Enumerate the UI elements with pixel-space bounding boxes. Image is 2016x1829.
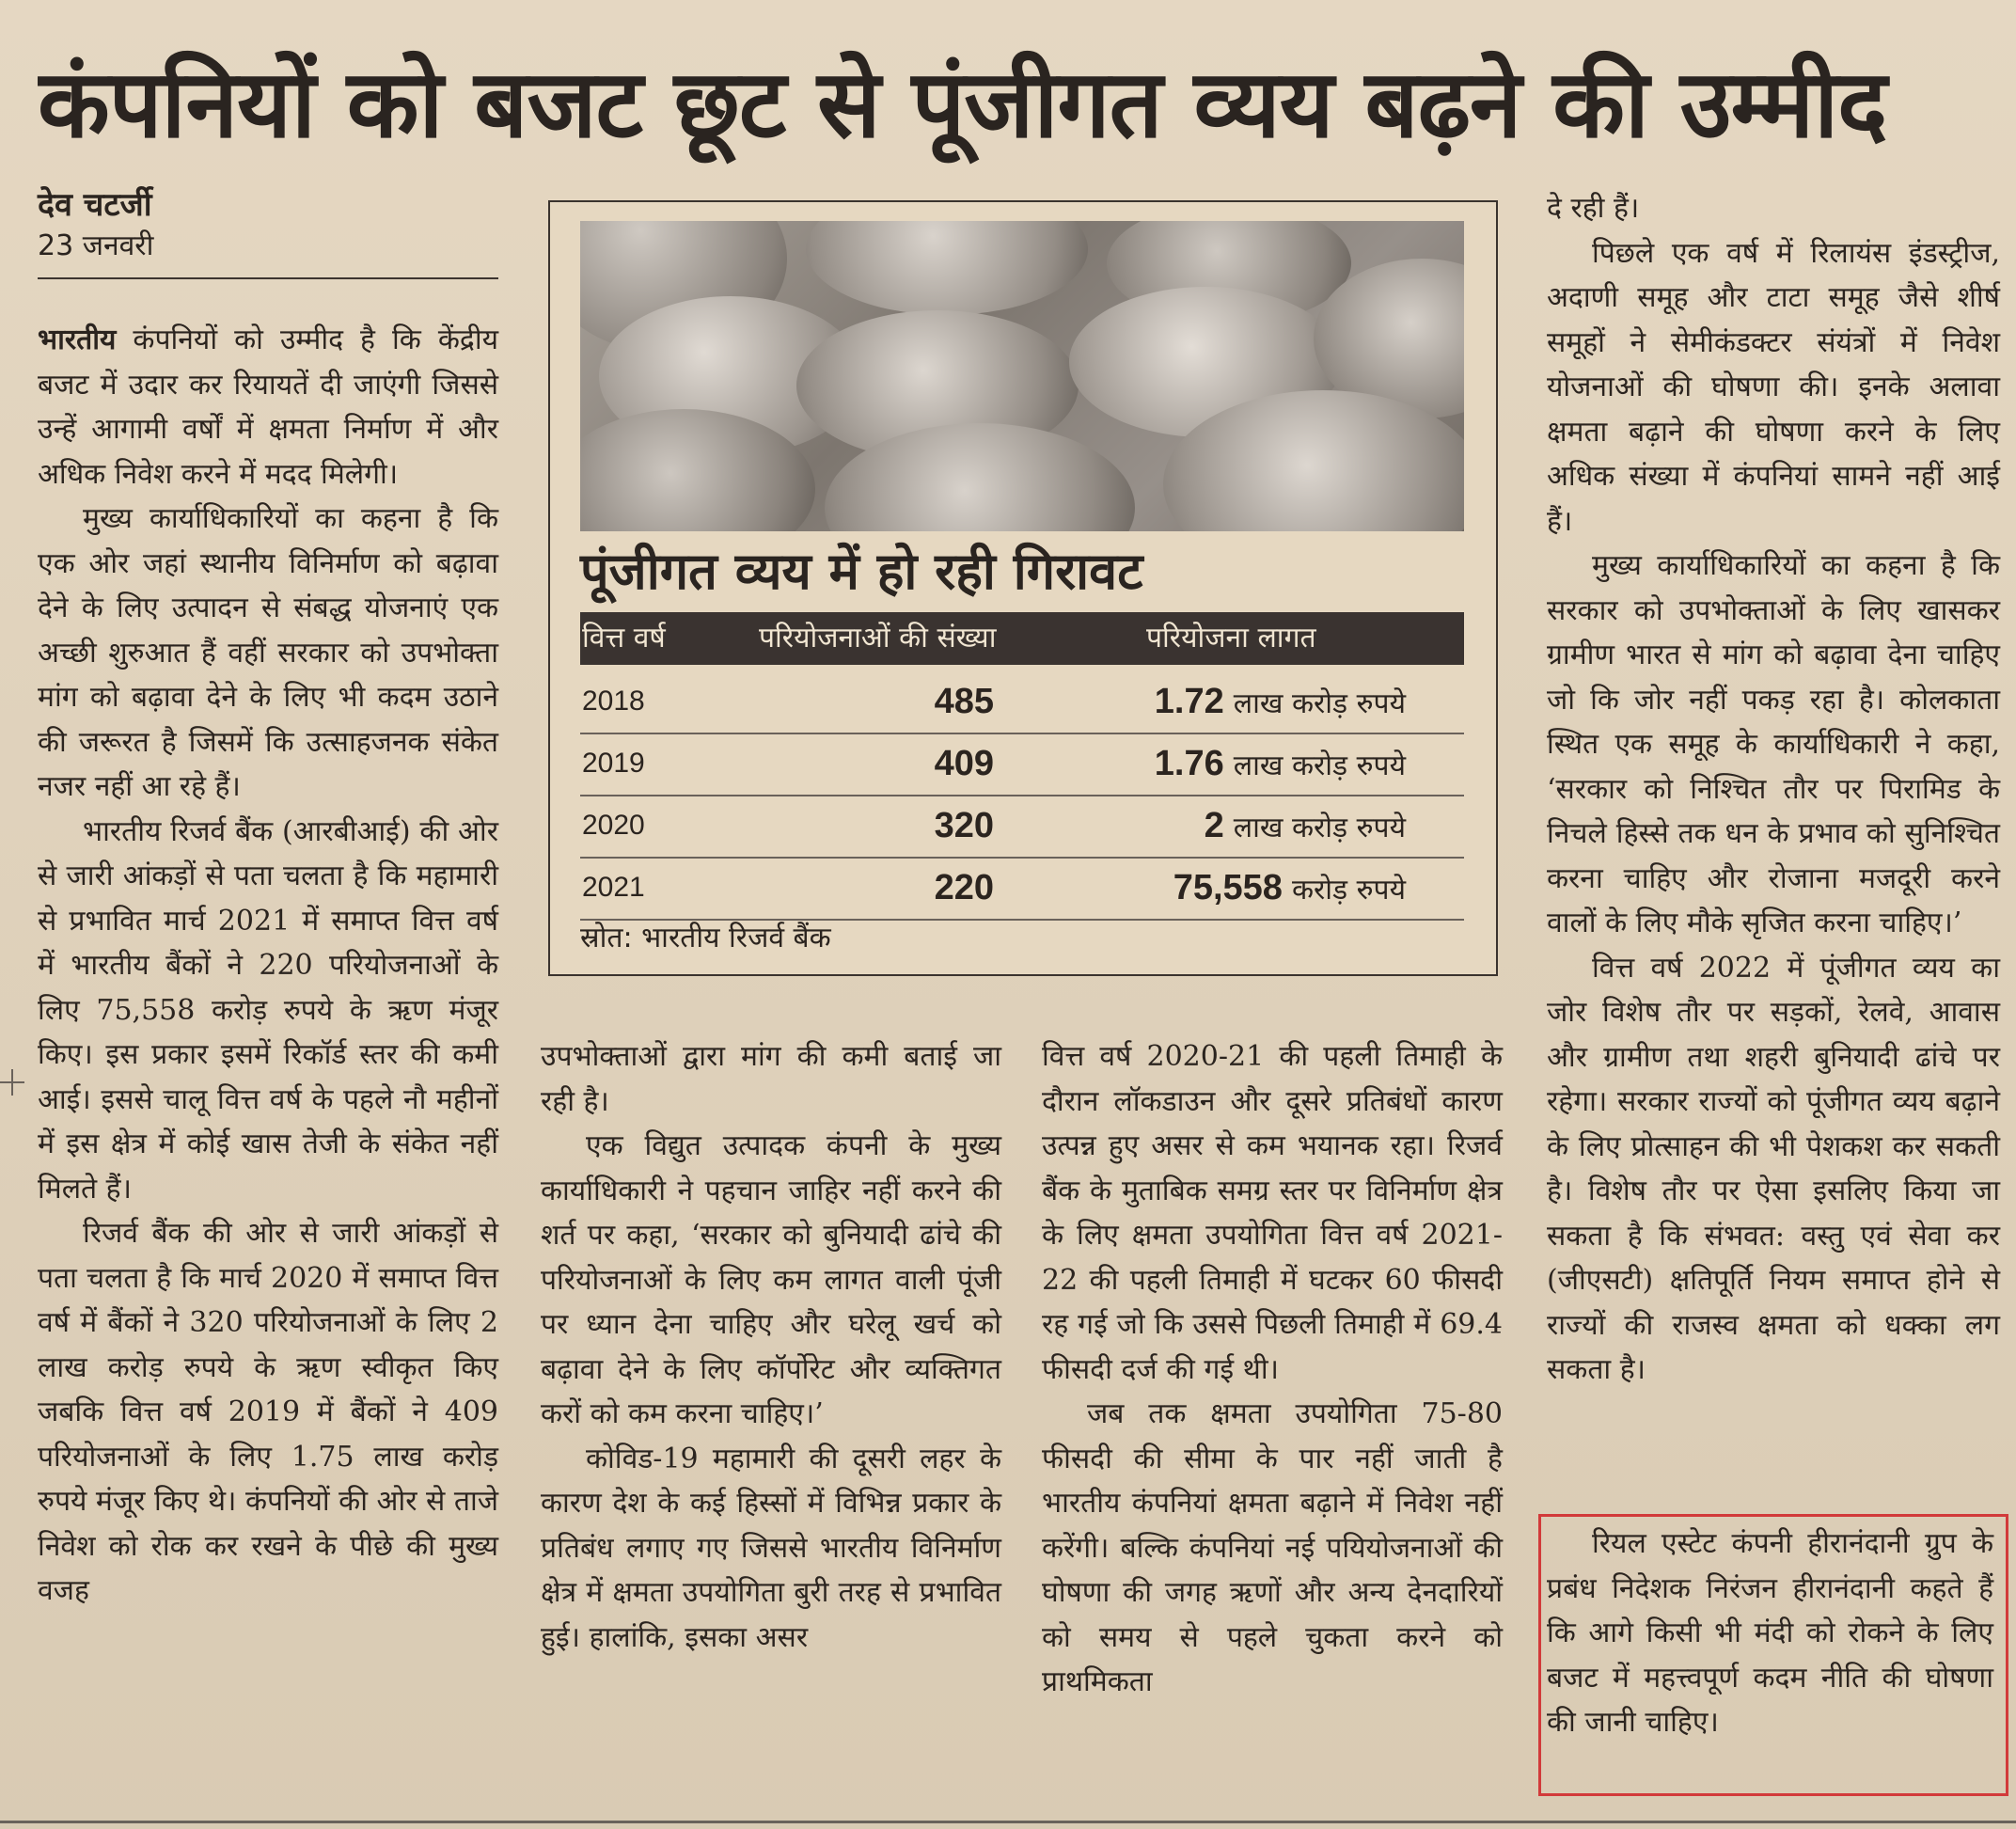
paragraph: रियल एस्टेट कंपनी हीरानंदानी ग्रुप के प्रबंध निदेशक निरंजन हीरानंदानी कहते हैं कि आगे किसी भी मंदी को रोकने के लिए बजट में महत्त्वपूर्ण कदम नीति की घोषणा की जानी चाहिए।: [1547, 1527, 1993, 1739]
byline-divider: [38, 277, 498, 279]
paragraph: रिजर्व बैंक की ओर से जारी आंकड़ों से पता चलता है कि मार्च 2020 में समाप्त वित्त वर्ष में बैंकों ने 320 परियोजनाओं के लिए 2 लाख करोड़ रुपये के ऋण स्वीकृत किए जबकि वित्त वर्ष 2019 में बैंकों ने 409 परियोजनाओं के लिए 1.75 लाख करोड़ रुपये मंजूर किए थे। कंपनियों की ओर से ताजे निवेश को रोक कर रखने के पीछे की मुख्य वजह: [38, 1217, 498, 1607]
coin-icon: [806, 221, 1088, 315]
paragraph: वित्त वर्ष 2022 में पूंजीगत व्यय का जोर विशेष तौर पर सड़कों, रेलवे, आवास और ग्रामीण तथा शहरी बुनियादी ढांचे पर रहेगा। सरकार राज्यों को पूंजीगत व्यय बढ़ाने के लिए प्रोत्साहन की भी पेशकश कर सकती है। विशेष तौर पर ऐसा इसलिए किया जा सकता है कि संभवत: वस्तु एवं सेवा कर (जीएसटी) क्षतिपूर्ति नियम समाप्त होने से राज्यों की राजस्व क्षमता को धक्का लग सकता है।: [1547, 951, 2000, 1386]
count-cell: 320: [934, 806, 994, 845]
table-header: [580, 612, 1464, 665]
paragraph: मुख्य कार्याधिकारियों का कहना है कि सरकार को उपभोक्ताओं के लिए खासकर ग्रामीण भारत से मांग को बढ़ावा देना चाहिए जो कि जोर नहीं पकड़ रहा है। कोलकाता स्थित एक समूह के कार्याधिकारी ने कहा, ‘सरकार को निश्चित तौर पर पिरामिड के निचले हिस्से तक धन के प्रभाव को सुनिश्चित करना चाहिए और रोजाना मजदूरी करने वालों के लिए मौके सृजित करना चाहिए।’: [1547, 549, 2000, 939]
cost-cell: [994, 857, 1406, 919]
infobox-title: पूंजीगत व्यय में हो रही गिरावट: [580, 542, 1143, 601]
dateline: 23 जनवरी: [38, 229, 154, 262]
article-column-2: [541, 1034, 1001, 1794]
headline: कंपनियों को बजट छूट से पूंजीगत व्यय बढ़ने की उम्मीद: [38, 49, 1887, 159]
year-cell: 2020: [582, 810, 645, 841]
paragraph: पिछले एक वर्ष में रिलायंस इंडस्ट्रीज, अदाणी समूह और टाटा समूह जैसे शीर्ष समूहों ने सेमीकंडक्टर संयंत्रों में निवेश योजनाओं की घोषणा की। इनके अलावा क्षमता बढ़ाने की घोषणा करने के लिए अधिक संख्या में कंपनियां सामने नहीं आई हैं।: [1547, 236, 2000, 538]
cost-value: 2: [1204, 806, 1224, 845]
cost-cell: [994, 795, 1406, 857]
coins-photo: [580, 221, 1464, 531]
paragraph: दे रही हैं।: [1547, 192, 1640, 225]
count-cell: 409: [934, 744, 994, 783]
author-name: देव चटर्जी: [38, 186, 152, 224]
table-row: [580, 857, 1464, 921]
table-row: [580, 670, 1464, 734]
cost-unit: लाख करोड़ रुपये: [1233, 687, 1406, 720]
paragraph: [38, 318, 498, 497]
count-cell: 485: [934, 682, 994, 721]
crop-mark: [11, 1069, 13, 1096]
article-column-3: [1042, 1034, 1503, 1794]
cost-unit: करोड़ रुपये: [1291, 874, 1406, 907]
article-column-1: [38, 318, 498, 1794]
cost-unit: लाख करोड़ रुपये: [1233, 812, 1406, 844]
paragraph: उपभोक्ताओं द्वारा मांग की कमी बताई जा रही है।: [541, 1040, 1001, 1118]
paragraph: भारतीय रिजर्व बैंक (आरबीआई) की ओर से जारी आंकड़ों से पता चलता है कि महामारी से प्रभावित मार्च 2021 में समाप्त वित्त वर्ष में भारतीय बैंकों ने 220 परियोजनाओं के लिए 75,558 करोड़ रुपये के ऋण मंजूर किए। इस प्रकार इसमें रिकॉर्ड स्तर की कमी आई। इससे चालू वित्त वर्ष के पहले नौ महीनों में इस क्षेत्र में कोई खास तेजी के संकेत नहीं मिलते हैं।: [38, 814, 498, 1206]
paragraph: मुख्य कार्याधिकारियों का कहना है कि एक ओर जहां स्थानीय विनिर्माण को बढ़ावा देने के लिए उत्पादन से संबद्ध योजनाएं एक अच्छी शुरुआत हैं वहीं सरकार को उपभोक्ता मांग को बढ़ावा देने के लिए भी कदम उठाने की जरूरत है जिसमें कि उत्साहजनक संकेत नजर नहीं आ रहे हैं।: [38, 502, 498, 803]
column-header-year: वित्त वर्ष: [582, 622, 666, 654]
article-column-4: [1547, 186, 2000, 1512]
source-note: स्रोत: भारतीय रिजर्व बैंक: [580, 922, 831, 954]
highlighted-paragraph: [1547, 1522, 1993, 1794]
paragraph: जब तक क्षमता उपयोगिता 75-80 फीसदी की सीमा के पार नहीं जाती है भारतीय कंपनियां क्षमता बढ़ाने में निवेश नहीं करेंगी। बल्कि कंपनियां नई पयियोजनाओं की घोषणा की जगह ऋणों और अन्य देनदारियों को समय से पहले चुकता करने को प्राथमिकता: [1042, 1397, 1503, 1698]
byline: [38, 183, 498, 266]
column-header-count: परियोजनाओं की संख्या: [759, 622, 997, 654]
count-cell: 220: [934, 868, 994, 907]
year-cell: 2021: [582, 872, 645, 903]
table-row: [580, 733, 1464, 796]
cost-unit: लाख करोड़ रुपये: [1233, 749, 1406, 782]
paragraph: एक विद्युत उत्पादक कंपनी के मुख्य कार्याधिकारी ने पहचान जाहिर नहीं करने की शर्त पर कहा, ‘सरकार को बुनियादी ढांचे की परियोजनाओं के लिए कम लागत वाली पूंजी पर ध्यान देना चाहिए और घरेलू खर्च को बढ़ावा देने के लिए कॉर्पोरेट और व्यक्तिगत करों को कम करना चाहिए।’: [541, 1129, 1001, 1430]
year-cell: 2018: [582, 686, 645, 717]
lead-word: भारतीय: [38, 323, 117, 356]
paragraph: कोविड-19 महामारी की दूसरी लहर के कारण देश के कई हिस्सों में विभिन्न प्रकार के प्रतिबंध लगाए गए जिससे भारतीय विनिर्माण क्षेत्र में क्षमता उपयोगिता बुरी तरह से प्रभावित हुई। हालांकि, इसका असर: [541, 1442, 1001, 1654]
bottom-divider: [0, 1821, 2016, 1823]
table-row: [580, 795, 1464, 859]
column-header-cost: परियोजना लागत: [1146, 622, 1316, 654]
year-cell: 2019: [582, 748, 645, 779]
cost-value: 1.72: [1154, 682, 1224, 721]
paragraph: वित्त वर्ष 2020-21 की पहली तिमाही के दौरान लॉकडाउन और दूसरे प्रतिबंधों कारण उत्पन्न हुए असर से कम भयानक रहा। रिजर्व बैंक के मुताबिक समग्र स्तर पर विनिर्माण क्षेत्र के लिए क्षमता उपयोगिता वित्त वर्ष 2021-22 की पहली तिमाही में घटकर 60 फीसदी रह गई जो कि उससे पिछली तिमाही में 69.4 फीसदी दर्ज की गई थी।: [1042, 1040, 1503, 1386]
cost-cell: [994, 733, 1406, 795]
cost-value: 1.76: [1154, 744, 1224, 783]
cost-value: 75,558: [1173, 868, 1283, 907]
paragraph-text: कंपनियों को उम्मीद है कि केंद्रीय बजट में उदार कर रियायतें दी जाएंगी जिससे उन्हें आगामी वर्षों में क्षमता निर्माण में और अधिक निवेश करने में मदद मिलेगी।: [38, 323, 498, 491]
capex-infobox: [548, 200, 1498, 976]
cost-cell: [994, 670, 1406, 733]
